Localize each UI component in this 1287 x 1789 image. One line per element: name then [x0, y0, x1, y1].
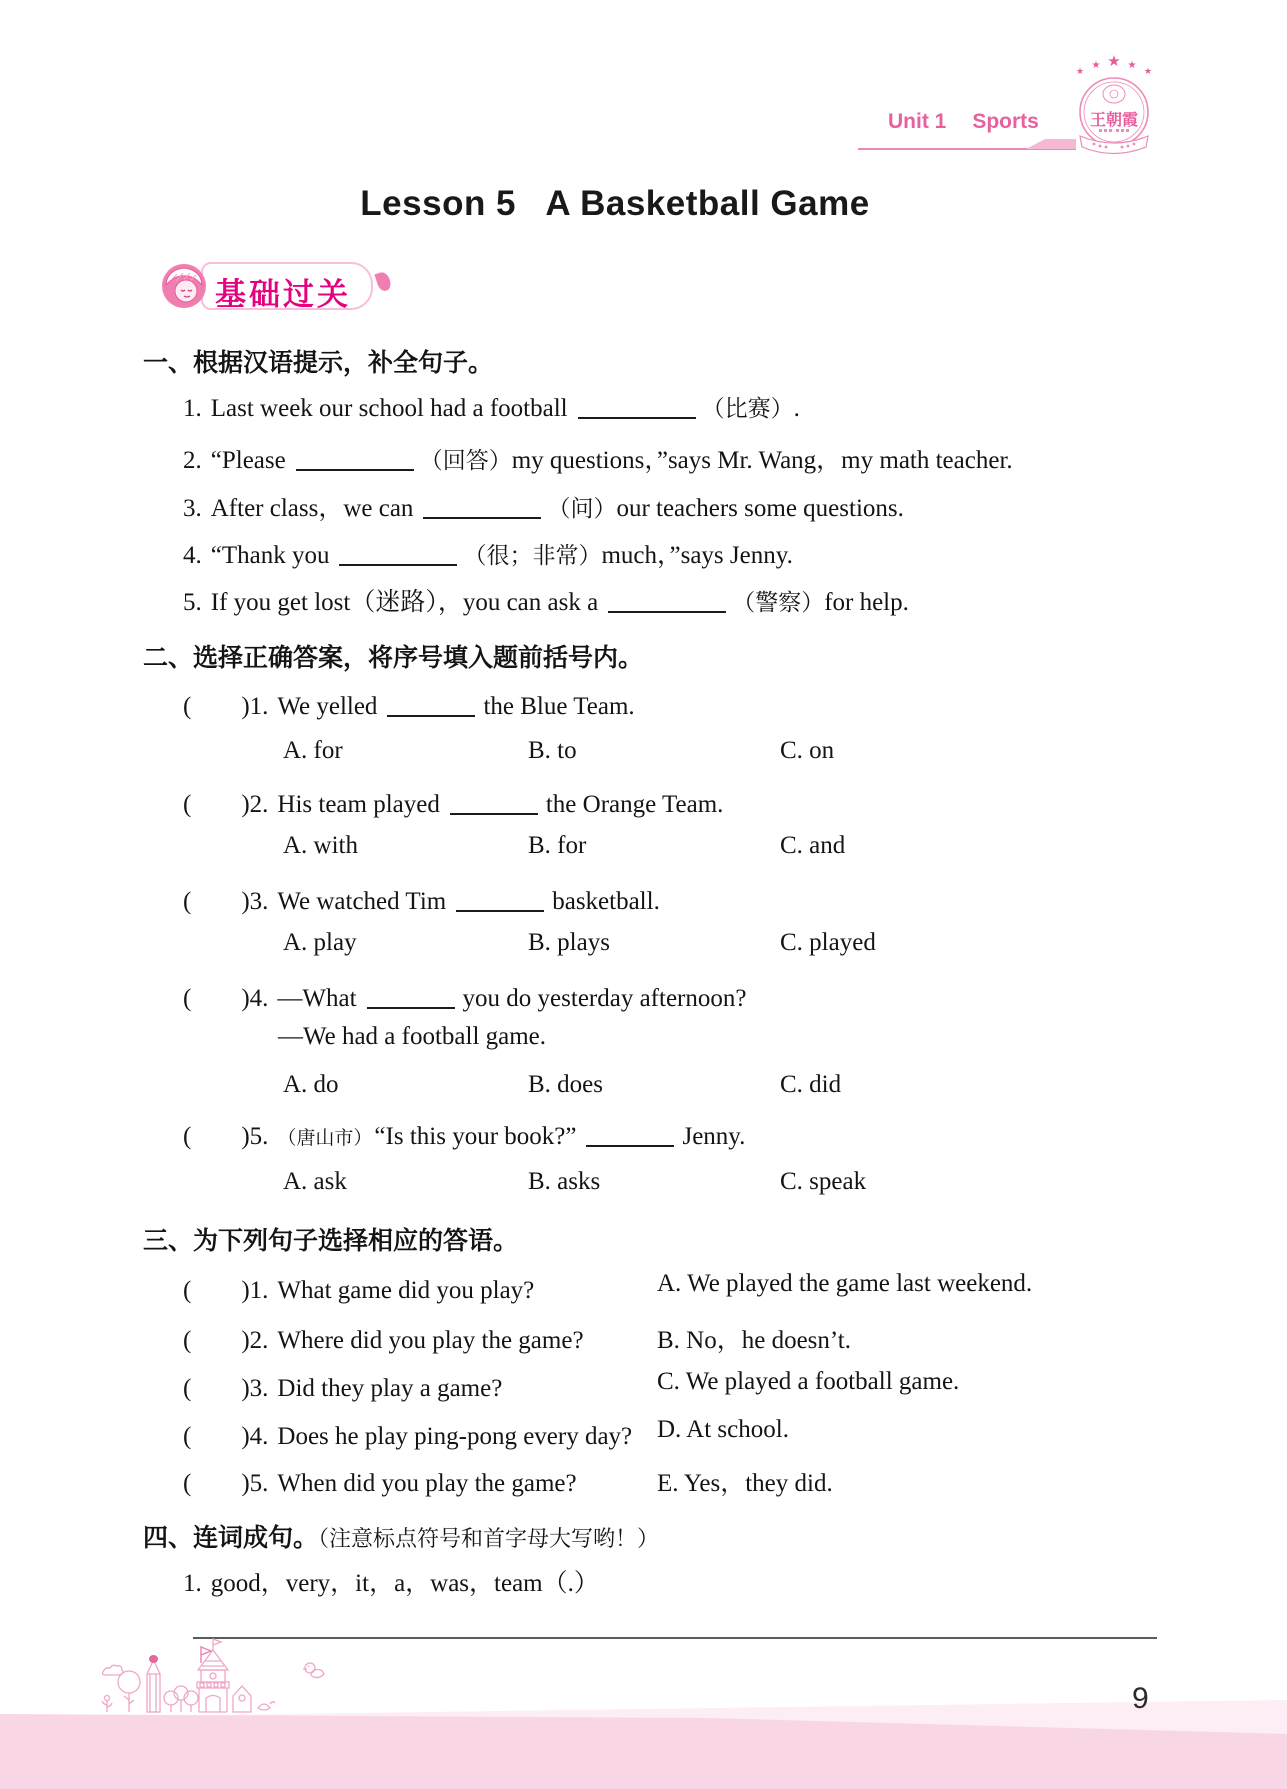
seal-star-big: ★	[1107, 54, 1121, 70]
answer-bracket: ( )	[183, 693, 250, 720]
choice-q4-options: A. do B. does C. did	[283, 1071, 842, 1098]
svg-text:★: ★	[1075, 66, 1085, 76]
fill-item-3: 3. After class，we can （问）our teachers some questions.	[183, 495, 904, 522]
fill-item-4: 4. “Thank you （很；非常）much，”says Jenny.	[183, 542, 793, 569]
svg-text:★: ★	[1091, 60, 1101, 71]
section1-heading: 一、根据汉语提示，补全句子。	[143, 349, 494, 377]
answer-bracket: ( )	[183, 1277, 250, 1304]
answer-blank	[450, 789, 538, 815]
fill-item-1: 1. Last week our school had a football （比赛）.	[183, 395, 800, 422]
seal-small-marks	[1099, 129, 1129, 132]
fill-item-5: 5. If you get lost（迷路），you can ask a （警察）for help.	[183, 589, 909, 616]
reorder-item-1: 1. good，very，it，a，was，team（.）	[183, 1570, 599, 1597]
section4-note: （注意标点符号和首字母大写哟！）	[318, 1526, 660, 1551]
house-icon	[233, 1686, 251, 1712]
choice-q2: ( )2. His team played the Orange Team.	[183, 791, 724, 818]
answer-bracket: ( )	[183, 1470, 250, 1497]
unit-name: Sports	[972, 110, 1039, 133]
section4-heading: 四、连词成句。（注意标点符号和首字母大写哟！）	[143, 1524, 660, 1552]
girl-face-icon	[161, 263, 207, 309]
answer-bracket: ( )	[183, 985, 250, 1012]
pencil-icon	[147, 1655, 160, 1712]
svg-text:★: ★	[1127, 60, 1137, 71]
seal-ribbon	[1080, 136, 1148, 154]
choice-q4-reply: —We had a football game.	[278, 1023, 547, 1050]
badge-tail-shape	[374, 270, 392, 292]
choice-q1-options: A. for B. to C. on	[283, 737, 835, 764]
answer-bracket: ( )	[183, 888, 250, 915]
choice-q1: ( )1. We yelled the Blue Team.	[183, 693, 635, 720]
match-row-5: ( )5. When did you play the game? E. Yes，they did.	[183, 1470, 833, 1497]
answer-blank	[608, 587, 726, 613]
svg-text:★: ★	[1143, 66, 1153, 76]
page-title: Lesson 5 A Basketball Game	[360, 184, 870, 223]
match-row-4: ( )4. Does he play ping-pong every day? D. At school.	[183, 1416, 789, 1450]
answer-bracket: ( )	[183, 791, 250, 818]
answer-blank	[578, 393, 696, 419]
bushes-icon	[164, 1686, 198, 1712]
choice-q5-options: A. ask B. asks C. speak	[283, 1168, 867, 1195]
snail-icon	[258, 1702, 275, 1710]
match-row-3: ( )3. Did they play a game? C. We played a football game.	[183, 1368, 960, 1402]
choice-q5: ( )5. （唐山市）“Is this your book?” Jenny.	[183, 1123, 746, 1150]
answer-blank	[387, 691, 475, 717]
choice-q3: ( )3. We watched Tim basketball.	[183, 888, 660, 915]
choice-q3-options: A. play B. plays C. played	[283, 929, 876, 956]
answer-bracket: ( )	[183, 1123, 250, 1150]
answer-bracket: ( )	[183, 1375, 250, 1402]
answer-blank	[423, 493, 541, 519]
unit-label: Unit 1	[888, 110, 947, 133]
brand-seal-icon	[1066, 48, 1162, 160]
answer-blank	[339, 540, 457, 566]
seal-name-text: 王朝霞	[1089, 112, 1139, 129]
cloud-icon	[102, 1665, 123, 1675]
answer-bracket: ( )	[183, 1327, 250, 1354]
section2-heading: 二、选择正确答案，将序号填入题前括号内。	[143, 644, 644, 672]
choice-q4: ( )4. —What you do yesterday afternoon?	[183, 985, 747, 1012]
bird-icon	[300, 1660, 326, 1684]
answer-blank	[367, 983, 455, 1009]
city-tag: （唐山市）	[277, 1128, 373, 1149]
flower-icon	[105, 1696, 110, 1701]
unit-header	[888, 110, 1039, 134]
match-row-1: ( )1. What game did you play? A. We played the game last weekend.	[183, 1270, 1033, 1304]
answer-blank	[296, 445, 414, 471]
match-row-2: ( )2. Where did you play the game? B. No，he doesn’t.	[183, 1327, 851, 1354]
choice-q2-options: A. with B. for C. and	[283, 832, 846, 859]
tree-icon	[118, 1671, 140, 1693]
answer-bracket: ( )	[183, 1423, 250, 1450]
answer-blank	[456, 886, 544, 912]
fill-item-2: 2. “Please （回答）my questions，”says Mr. Wang，my math teacher.	[183, 447, 1013, 474]
page-number: 9	[1132, 1682, 1149, 1715]
answer-blank	[586, 1121, 674, 1147]
section3-heading: 三、为下列句子选择相应的答语。	[143, 1227, 519, 1255]
castle-icon	[197, 1639, 229, 1712]
badge-label: 基础过关	[215, 277, 351, 312]
